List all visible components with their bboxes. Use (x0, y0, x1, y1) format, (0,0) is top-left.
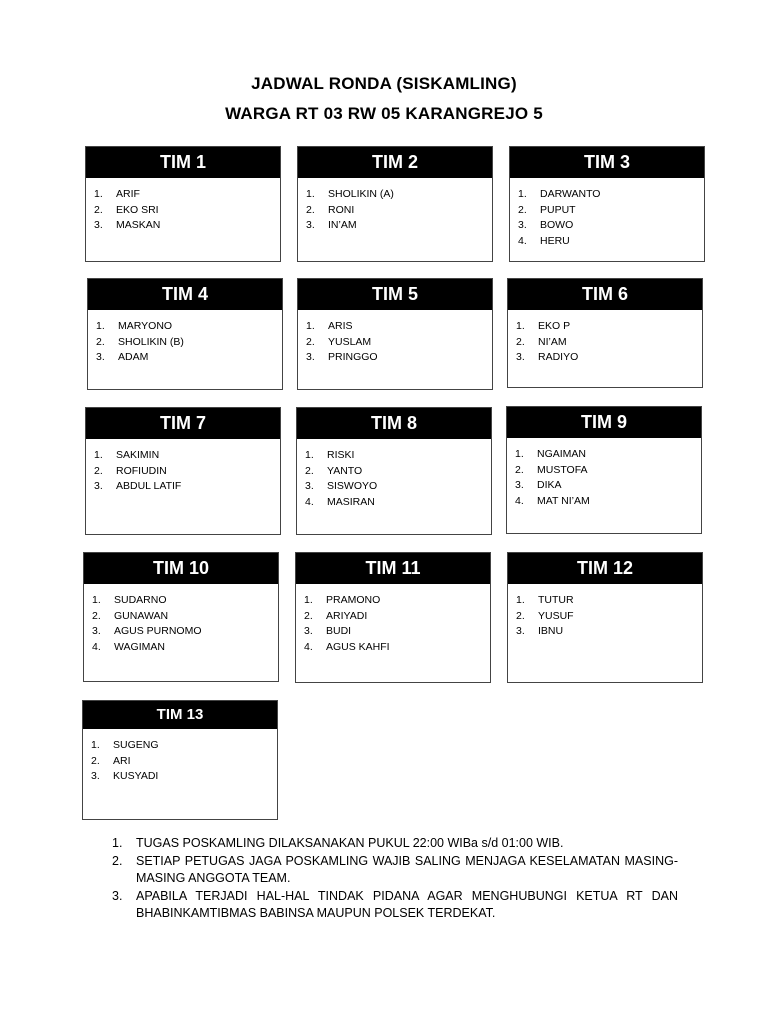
member-item: 3. PRINGGO (306, 351, 378, 364)
member-name: MASIRAN (327, 496, 375, 509)
team-box (295, 552, 491, 683)
member-name: BOWO (540, 219, 574, 232)
member-name: RADIYO (538, 351, 579, 364)
member-name: SUGENG (113, 739, 159, 751)
member-item: 4. HERU (518, 235, 570, 248)
team-box (506, 406, 702, 534)
member-item: 1. EKO P (516, 320, 571, 332)
team-name: TIM 13 (83, 701, 277, 729)
member-name: KUSYADI (113, 770, 159, 783)
member-list (86, 439, 280, 495)
member-name: ARIYADI (326, 609, 368, 622)
member-item: 2. ARIYADI (304, 609, 368, 622)
team-box (83, 552, 279, 682)
member-name: PRINGGO (328, 351, 378, 364)
member-item: 3. BOWO (518, 219, 574, 232)
member-name: YUSUF (538, 609, 574, 622)
team-name: TIM 4 (88, 279, 282, 310)
member-list (88, 310, 282, 366)
member-item: 1. SAKIMIN (94, 449, 160, 461)
member-list (510, 178, 704, 250)
member-item: 1. DARWANTO (518, 188, 601, 200)
member-name: SHOLIKIN (A) (328, 188, 394, 200)
member-name: ROFIUDIN (116, 464, 167, 477)
member-name: BUDI (326, 625, 352, 638)
member-item: 2. GUNAWAN (92, 609, 169, 622)
member-name: AGUS KAHFI (326, 641, 390, 654)
member-name: PRAMONO (326, 594, 381, 606)
member-list (298, 178, 492, 234)
member-item: 3. ABDUL LATIF (94, 480, 182, 493)
team-name: TIM 11 (296, 553, 490, 584)
team-box (509, 146, 705, 262)
member-name: NGAIMAN (537, 448, 587, 460)
member-name: EKO SRI (116, 203, 159, 216)
note-item: 3. APABILA TERJADI HAL-HAL TINDAK PIDANA AGAR MENGHUBUNGI KETUA RT DAN BHABINKAMTIBMAS BABINSA MAUPUN POLSEK TERDEKAT. (112, 888, 678, 920)
member-item: 2. EKO SRI (94, 203, 159, 216)
member-list (508, 310, 702, 366)
note-text: TUGAS POSKAMLING DILAKSANAKAN PUKUL 22:00 WIBa s/d 01:00 WIB. (136, 836, 564, 850)
member-item: 3. DIKA (515, 479, 562, 492)
member-item: 2. YANTO (305, 464, 363, 477)
member-item: 3. IN’AM (306, 219, 357, 232)
member-list (298, 310, 492, 366)
team-box (82, 700, 278, 820)
member-item: 2. YUSUF (516, 609, 574, 622)
member-name: YANTO (327, 464, 363, 477)
member-name: GUNAWAN (114, 609, 169, 622)
member-item: 2. MUSTOFA (515, 463, 588, 476)
member-name: RONI (328, 203, 355, 216)
member-name: ARIF (116, 188, 140, 200)
member-name: WAGIMAN (114, 641, 165, 654)
member-item: 2. YUSLAM (306, 335, 372, 348)
member-item: 1. SUDARNO (92, 594, 167, 606)
member-name: MARYONO (118, 320, 173, 332)
member-item: 1. PRAMONO (304, 594, 381, 606)
member-item: 4. AGUS KAHFI (304, 641, 390, 654)
member-item: 3. RADIYO (516, 351, 579, 364)
team-box (296, 407, 492, 535)
document-title-line-2: WARGA RT 03 RW 05 KARANGREJO 5 (225, 104, 543, 123)
member-item: 2. NI’AM (516, 335, 567, 348)
member-item: 2. SHOLIKIN (B) (96, 335, 184, 348)
member-item: 1. NGAIMAN (515, 448, 587, 460)
team-box (507, 552, 703, 683)
member-item: 1. MARYONO (96, 320, 173, 332)
team-box (87, 278, 283, 390)
member-name: DARWANTO (540, 188, 601, 200)
member-list (507, 438, 701, 510)
member-item: 3. AGUS PURNOMO (92, 625, 202, 638)
team-name: TIM 2 (298, 147, 492, 178)
member-name: ARI (113, 754, 131, 767)
team-name: TIM 12 (508, 553, 702, 584)
member-name: SHOLIKIN (B) (118, 335, 184, 348)
member-list (508, 584, 702, 640)
member-name: SAKIMIN (116, 449, 160, 461)
note-text: APABILA TERJADI HAL-HAL TINDAK PIDANA AGAR MENGHUBUNGI KETUA RT DAN BHABINKAMTIBMAS BABINSA MAUPUN POLSEK TERDEKAT. (136, 888, 678, 920)
team-box (297, 278, 493, 390)
member-name: EKO P (538, 320, 571, 332)
team-name: TIM 1 (86, 147, 280, 178)
member-item: 3. SISWOYO (305, 480, 378, 493)
team-name: TIM 10 (84, 553, 278, 584)
member-name: DIKA (537, 479, 562, 492)
member-name: RISKI (327, 449, 355, 461)
member-item: 3. IBNU (516, 625, 564, 638)
team-box (85, 146, 281, 262)
member-item: 1. SUGENG (91, 739, 159, 751)
member-name: MAT NI’AM (537, 495, 590, 508)
member-name: ABDUL LATIF (116, 480, 182, 493)
note-item: 2. SETIAP PETUGAS JAGA POSKAMLING WAJIB SALING MENJAGA KESELAMATAN MASING-MASING ANGGOTA TEAM. (112, 853, 678, 885)
member-name: MUSTOFA (537, 463, 588, 476)
member-item: 4. WAGIMAN (92, 641, 165, 654)
member-list (86, 178, 280, 234)
team-name: TIM 6 (508, 279, 702, 310)
team-name: TIM 7 (86, 408, 280, 439)
member-item: 1. SHOLIKIN (A) (306, 188, 394, 200)
member-name: AGUS PURNOMO (114, 625, 202, 638)
member-list (297, 439, 491, 511)
member-list (83, 729, 277, 785)
member-item: 1. TUTUR (516, 594, 574, 606)
member-item: 3. BUDI (304, 625, 352, 638)
document-title-line-1: JADWAL RONDA (SISKAMLING) (251, 74, 517, 93)
team-box (85, 407, 281, 535)
team-name: TIM 8 (297, 408, 491, 439)
member-item: 2. ROFIUDIN (94, 464, 167, 477)
member-name: YUSLAM (328, 335, 372, 348)
member-item: 2. PUPUT (518, 203, 576, 216)
member-name: IN’AM (328, 219, 357, 232)
member-list (84, 584, 278, 656)
member-item: 4. MAT NI’AM (515, 495, 590, 508)
member-item: 1. ARIF (94, 188, 140, 200)
notes-list (112, 835, 678, 923)
member-list (296, 584, 490, 656)
member-name: ADAM (118, 351, 149, 364)
member-name: PUPUT (540, 203, 576, 216)
member-item: 2. ARI (91, 754, 131, 767)
member-item: 1. RISKI (305, 449, 355, 461)
member-name: SUDARNO (114, 594, 167, 606)
note-item: 1. TUGAS POSKAMLING DILAKSANAKAN PUKUL 22:00 WIBa s/d 01:00 WIB. (112, 836, 564, 850)
member-name: SISWOYO (327, 480, 378, 493)
team-box (297, 146, 493, 262)
member-name: NI’AM (538, 335, 567, 348)
team-name: TIM 5 (298, 279, 492, 310)
team-name: TIM 3 (510, 147, 704, 178)
member-name: IBNU (538, 625, 564, 638)
member-name: MASKAN (116, 219, 161, 232)
member-name: ARIS (328, 320, 353, 332)
team-name: TIM 9 (507, 407, 701, 438)
member-item: 2. RONI (306, 203, 355, 216)
team-box (507, 278, 703, 388)
member-name: TUTUR (538, 594, 574, 606)
member-name: HERU (540, 235, 570, 248)
member-item: 1. ARIS (306, 320, 353, 332)
member-item: 3. MASKAN (94, 219, 161, 232)
member-item: 4. MASIRAN (305, 496, 375, 509)
note-text: SETIAP PETUGAS JAGA POSKAMLING WAJIB SALING MENJAGA KESELAMATAN MASING-MASING ANGGOTA TEAM. (136, 853, 678, 885)
member-item: 3. ADAM (96, 351, 149, 364)
member-item: 3. KUSYADI (91, 770, 159, 783)
